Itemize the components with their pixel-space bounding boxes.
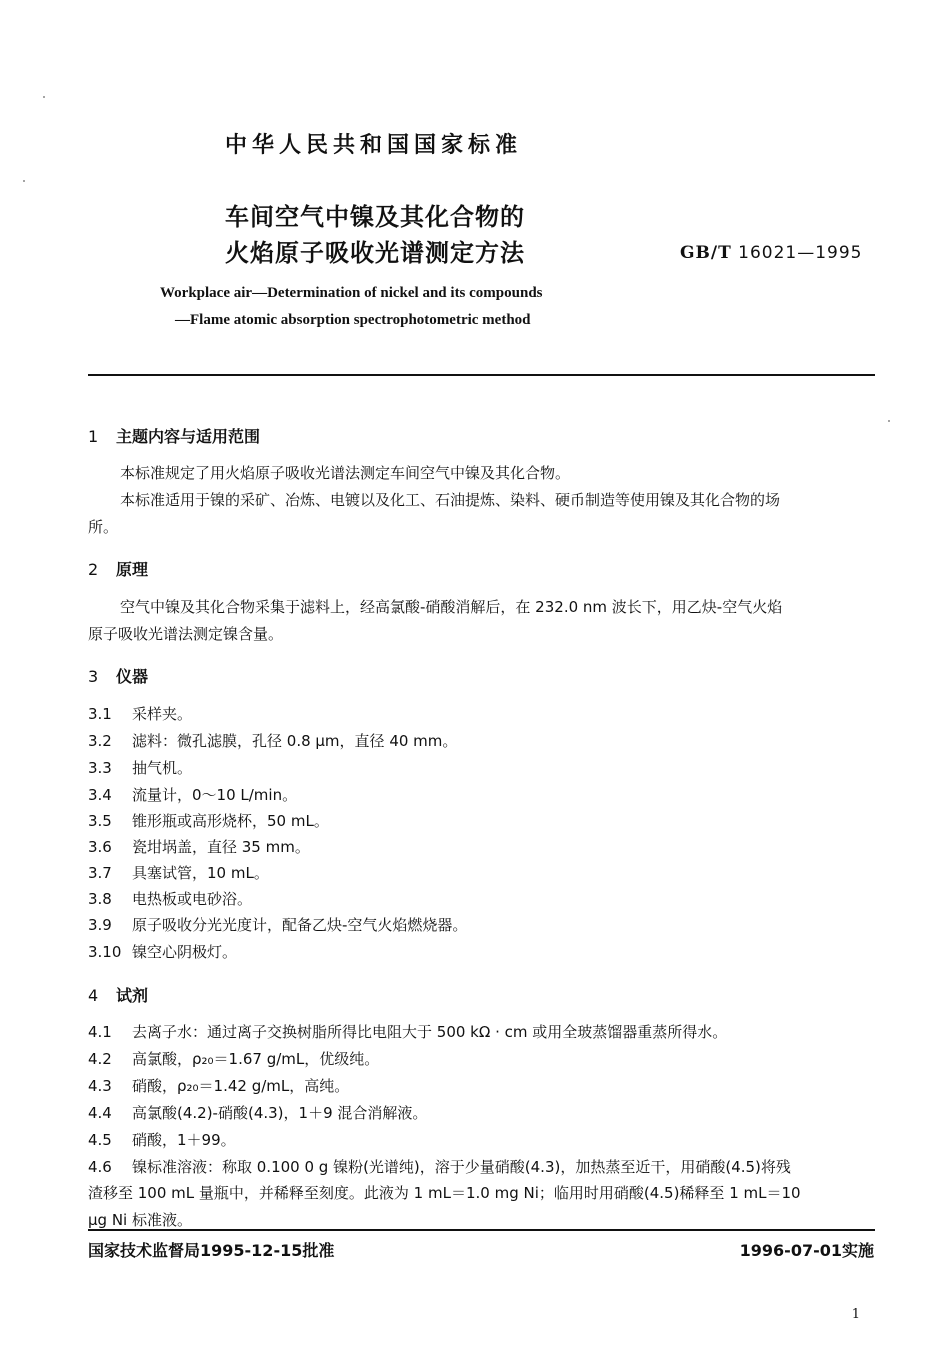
list-item [88,862,269,883]
scan-speck [23,180,25,182]
section-title: 仪器 [116,667,149,686]
section-number: 2 [88,560,99,579]
list-item [88,914,467,935]
item-number: 4.2 [88,1050,112,1068]
item-number: 3.9 [88,916,112,934]
paragraph-continuation: 渣移至 100 mL 量瓶中，并稀释至刻度。此液为 1 mL＝1.0 mg Ni；临用时用硝酸(4.5)稀释至 1 mL＝10 [88,1184,801,1202]
item-number: 4.5 [88,1131,112,1149]
item-text: 电热板或电砂浴。 [132,890,253,908]
item-text: 去离子水：通过离子交换树脂所得比电阻大于 500 kΩ · cm 或用全玻蒸馏器重蒸所得水。 [132,1023,728,1041]
paragraph-continuation: μg Ni 标准液。 [88,1211,192,1229]
scan-speck [43,96,45,98]
footer-divider [88,1229,875,1231]
english-title-line-2: —Flame atomic absorption spectrophotometric method [175,312,531,328]
item-number: 4.6 [88,1158,112,1176]
english-title-line-1: Workplace air—Determination of nickel and its compounds [160,285,543,301]
item-text: 滤料：微孔滤膜，孔径 0.8 μm，直径 40 mm。 [132,732,458,750]
item-number: 3.10 [88,943,122,961]
item-text: 硝酸，1＋99。 [132,1131,236,1149]
item-number: 3.4 [88,786,112,804]
standard-code-number: 16021—1995 [738,243,863,263]
scan-speck [888,420,890,422]
list-item [88,941,237,962]
item-text: 高氯酸(4.2)-硝酸(4.3)，1＋9 混合消解液。 [132,1104,428,1122]
section-4-heading [88,983,148,1006]
item-number: 3.5 [88,812,112,830]
item-number: 3.8 [88,890,112,908]
section-title: 试剂 [116,986,149,1005]
item-number: 4.3 [88,1077,112,1095]
document-title-line-2: 火焰原子吸收光谱测定方法 [225,239,525,267]
section-2-heading [88,557,148,580]
section-title: 主题内容与适用范围 [116,427,261,446]
list-item [88,888,252,909]
section-1-heading [88,424,260,447]
list-item [88,810,329,831]
list-item [88,1021,727,1042]
item-number: 3.2 [88,732,112,750]
item-text: 采样夹。 [132,705,193,723]
item-text: 原子吸收分光光度计，配备乙炔-空气火焰燃烧器。 [132,916,468,934]
item-text: 镍空心阴极灯。 [132,943,238,961]
item-text: 流量计，0～10 L/min。 [132,786,298,804]
item-number: 3.1 [88,705,112,723]
list-item [88,836,310,857]
section-number: 4 [88,986,99,1005]
item-text: 高氯酸，ρ₂₀＝1.67 g/mL，优级纯。 [132,1050,380,1068]
standard-name: 中华人民共和国国家标准 [225,133,523,158]
standard-code-prefix: GB/T [680,243,732,263]
paragraph-continuation: 原子吸收光谱法测定镍含量。 [88,625,284,643]
section-number: 3 [88,667,99,686]
list-item [88,1129,236,1150]
item-text: 瓷坩埚盖，直径 35 mm。 [132,838,310,856]
item-number: 4.1 [88,1023,112,1041]
list-item [88,1075,349,1096]
list-item [88,703,192,724]
standard-code [680,243,863,263]
paragraph-continuation: 所。 [88,518,119,536]
list-item [88,1102,427,1123]
item-number: 4.4 [88,1104,112,1122]
item-text: 镍标准溶液：称取 0.100 0 g 镍粉(光谱纯)，溶于少量硝酸(4.3)，加热蒸至近干，用硝酸(4.5)将残 [132,1158,791,1176]
section-title: 原理 [116,560,149,579]
item-number: 3.3 [88,759,112,777]
section-3-heading [88,664,148,687]
list-item [88,1048,379,1069]
list-item [88,1156,791,1177]
approval-date: 国家技术监督局1995-12-15批准 [88,1241,335,1260]
item-text: 硝酸，ρ₂₀＝1.42 g/mL，高纯。 [132,1077,350,1095]
item-number: 3.6 [88,838,112,856]
document-title-line-1: 车间空气中镍及其化合物的 [225,203,525,231]
paragraph: 空气中镍及其化合物采集于滤料上，经高氯酸-硝酸消解后，在 232.0 nm 波长下，用乙炔-空气火焰 [120,598,783,616]
header-divider [88,374,875,376]
list-item [88,730,457,751]
paragraph: 本标准适用于镍的采矿、冶炼、电镀以及化工、石油提炼、染料、硬币制造等使用镍及其化合物的场 [120,491,781,509]
paragraph: 本标准规定了用火焰原子吸收光谱法测定车间空气中镍及其化合物。 [120,464,571,482]
list-item [88,784,297,805]
page-number: 1 [851,1307,860,1322]
list-item [88,757,192,778]
item-number: 3.7 [88,864,112,882]
section-number: 1 [88,427,99,446]
implementation-date: 1996-07-01实施 [739,1241,874,1260]
item-text: 锥形瓶或高形烧杯，50 mL。 [132,812,329,830]
item-text: 抽气机。 [132,759,193,777]
item-text: 具塞试管，10 mL。 [132,864,269,882]
